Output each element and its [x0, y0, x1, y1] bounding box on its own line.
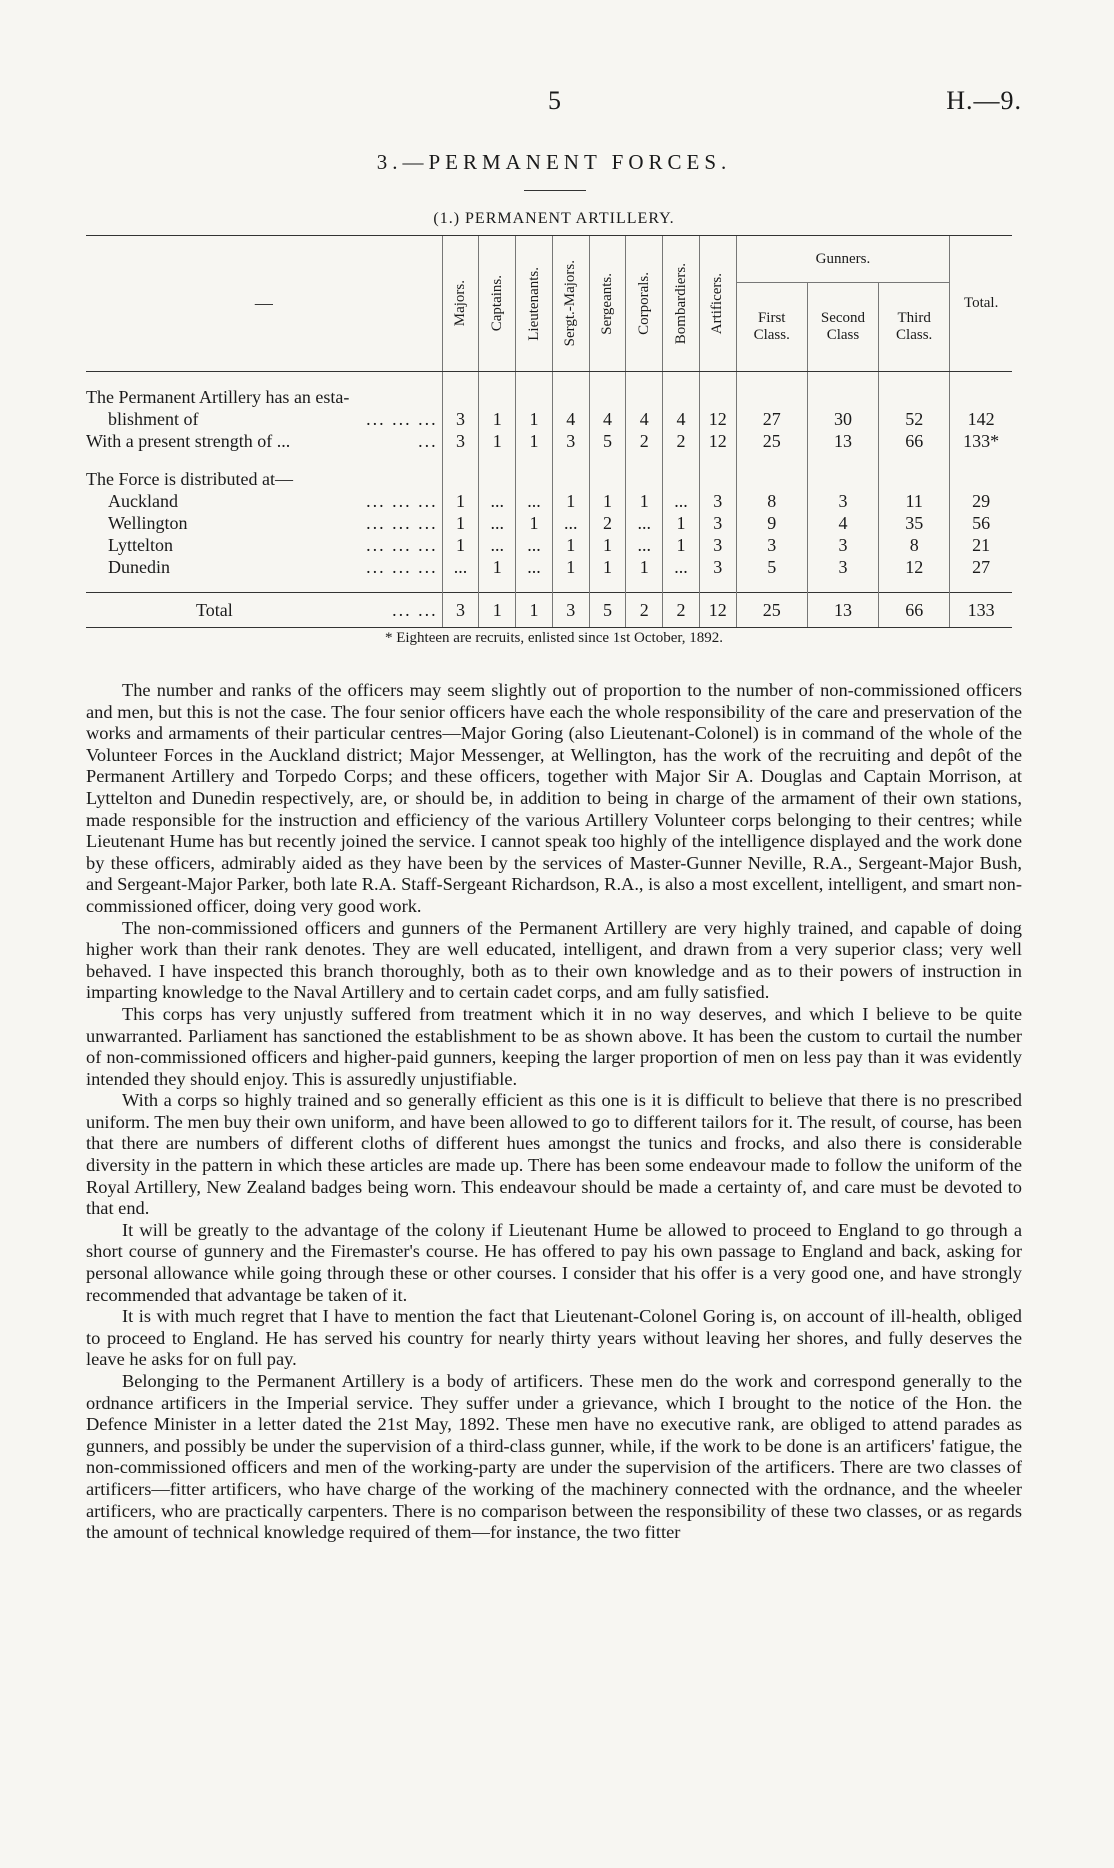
col-header-second-class: Second Class	[807, 283, 878, 372]
table-row-total: Total ... ... 3 1 1 3 5 2 2 12 25 13 66 133	[86, 593, 1012, 628]
table-row-dunedin: Dunedin ... ... ... ... 1 ... 1 1 1 ... 3 5 3 12 27	[86, 556, 1012, 578]
paragraph: The non-commissioned officers and gunners of the Permanent Artillery are very highly trained, and capable of doing higher work than their rank denotes. They are well educated, intelligent, and drawn from a very superior class; very well behaved. I have inspected this branch thoroughly, both as to their own knowledge and as to their powers of instruction in imparting knowledge to the Naval Artillery and to certain cadet corps, and am fully satisfied.	[86, 917, 1022, 1003]
report-body	[86, 680, 1022, 1544]
table-row-wellington: Wellington ... ... ... 1 ... 1 ... 2 ... 1 3 9 4 35 56	[86, 512, 1012, 534]
col-header-lieutenants: Lieutenants.	[516, 236, 553, 372]
paragraph: It will be greatly to the advantage of the colony if Lieutenant Hume be allowed to proceed to England to go through a short course of gunnery and the Firemaster's course. He has offered to pay his own passage to England and back, asking for personal allowance while going through these or other courses. I consider that his offer is a very good one, and have strongly recommended that advantage be taken of it.	[86, 1219, 1022, 1305]
paragraph: This corps has very unjustly suffered from treatment which it in no way deserves, and which I believe to be quite unwarranted. Parliament has sanctioned the establishment to be as shown above. It has been the custom to curtail the number of non-commissioned officers and higher-paid gunners, keeping the larger proportion of men on less pay than it was evidently intended they should enjoy. This is assuredly unjustifiable.	[86, 1003, 1022, 1089]
table-subtitle: (1.) PERMANENT ARTILLERY.	[433, 210, 675, 227]
col-header-total: Total.	[950, 236, 1012, 372]
paragraph: It is with much regret that I have to mention the fact that Lieutenant-Colonel Goring is, on account of ill-health, obliged to proceed to England. He has served his country for nearly thirty years without leaving her shores, and fully deserves the leave he asks for on full pay.	[86, 1306, 1022, 1370]
col-header-captains: Captains.	[479, 236, 516, 372]
col-header-bombardiers: Bombardiers.	[663, 236, 700, 372]
table-row-establishment: blishment of ... ... ... 3 1 1 4 4 4 4 12 27 30 52 142	[86, 408, 1012, 430]
table-row-lyttelton: Lyttelton ... ... ... 1 ... ... 1 1 ... 1 3 3 3 8 21	[86, 534, 1012, 556]
artillery-table	[86, 235, 1012, 628]
table-corner: —	[86, 236, 442, 372]
col-header-sergt-majors: Sergt.-Majors.	[552, 236, 589, 372]
table-footnote: * Eighteen are recruits, enlisted since 1st October, 1892.	[384, 630, 724, 646]
col-header-majors: Majors.	[442, 236, 479, 372]
table-row-present-strength: With a present strength of ... ... 3 1 1 3 5 2 2 12 25 13 66 133*	[86, 430, 1012, 452]
document-page	[86, 0, 1022, 1868]
paragraph: With a corps so highly trained and so generally efficient as this one is it is difficult to believe that there is no prescribed uniform. The men buy their own uniform, and have been allowed to go to different tailors for it. The result, of course, has been that there are numbers of different cloths of different hues amongst the tunics and frocks, and also there is considerable diversity in the pattern in which these articles are made up. There has been some endeavour made to follow the uniform of the Royal Artillery, New Zealand badges being worn. This endeavour should be made a certainty of, and care must be devoted to that end.	[86, 1090, 1022, 1219]
table-row-auckland: Auckland ... ... ... 1 ... ... 1 1 1 ... 3 8 3 11 29	[86, 490, 1012, 512]
section-title: 3.—PERMANENT FORCES.	[376, 150, 732, 174]
page-number: 5	[548, 86, 561, 115]
col-header-artificers: Artificers.	[699, 236, 736, 372]
paragraph: Belonging to the Permanent Artillery is a body of artificers. These men do the work and correspond generally to the ordnance artificers in the Imperial service. They suffer under a grievance, which I brought to the notice of the Hon. the Defence Minister in a letter dated the 21st May, 1892. These men have no executive rank, are obliged to attend parades as gunners, and possibly be under the supervision of a third-class gunner, while, if the work to be done is an artificers' fatigue, the non-commissioned officers and men of the working-party are under the supervision of the artificers. There are two classes of artificers—fitter artificers, who have charge of the working of the machinery connected with the ordnance, and the wheeler artificers, who are practically carpenters. There is no comparison between the responsibility of these two classes, or as regards the amount of technical knowledge required of them—for instance, the two fitter	[86, 1371, 1022, 1543]
col-header-third-class: Third Class.	[879, 283, 950, 372]
col-header-gunners: Gunners.	[736, 236, 950, 283]
document-reference: H.—9.	[946, 86, 1022, 115]
col-header-corporals: Corporals.	[626, 236, 663, 372]
table-row-distributed-heading: The Force is distributed at—	[86, 468, 1012, 490]
col-header-first-class: First Class.	[736, 283, 807, 372]
title-divider	[524, 190, 586, 191]
table-row-establishment-heading: The Permanent Artillery has an esta-	[86, 386, 1012, 408]
col-header-sergeants: Sergeants.	[589, 236, 626, 372]
paragraph: The number and ranks of the officers may seem slightly out of proportion to the number of non-commissioned officers and men, but this is not the case. The four senior officers have each the whole responsibility of the care and preservation of the works and armaments of their particular centres—Major Goring (also Lieutenant-Colonel) is in command of the whole of the Volunteer Forces in the Auckland district; Major Messenger, at Wellington, has the work of the recruiting and depôt of the Permanent Artillery and Torpedo Corps; and these officers, together with Major Sir A. Douglas and Captain Morrison, at Lyttelton and Dunedin respectively, are, or should be, in addition to being in charge of the armament of their own stations, made responsible for the instruction and efficiency of the various Artillery Volunteer corps belonging to their centres; while Lieutenant Hume has but recently joined the service. I cannot speak too highly of the intelligence displayed and the work done by these officers, admirably aided as they have been by the services of Master-Gunner Neville, R.A., Sergeant-Major Bush, and Sergeant-Major Parker, both late R.A. Staff-Sergeant Richardson, R.A., is also a most excellent, intelligent, and smart non-commissioned officer, doing very good work.	[86, 680, 1022, 916]
